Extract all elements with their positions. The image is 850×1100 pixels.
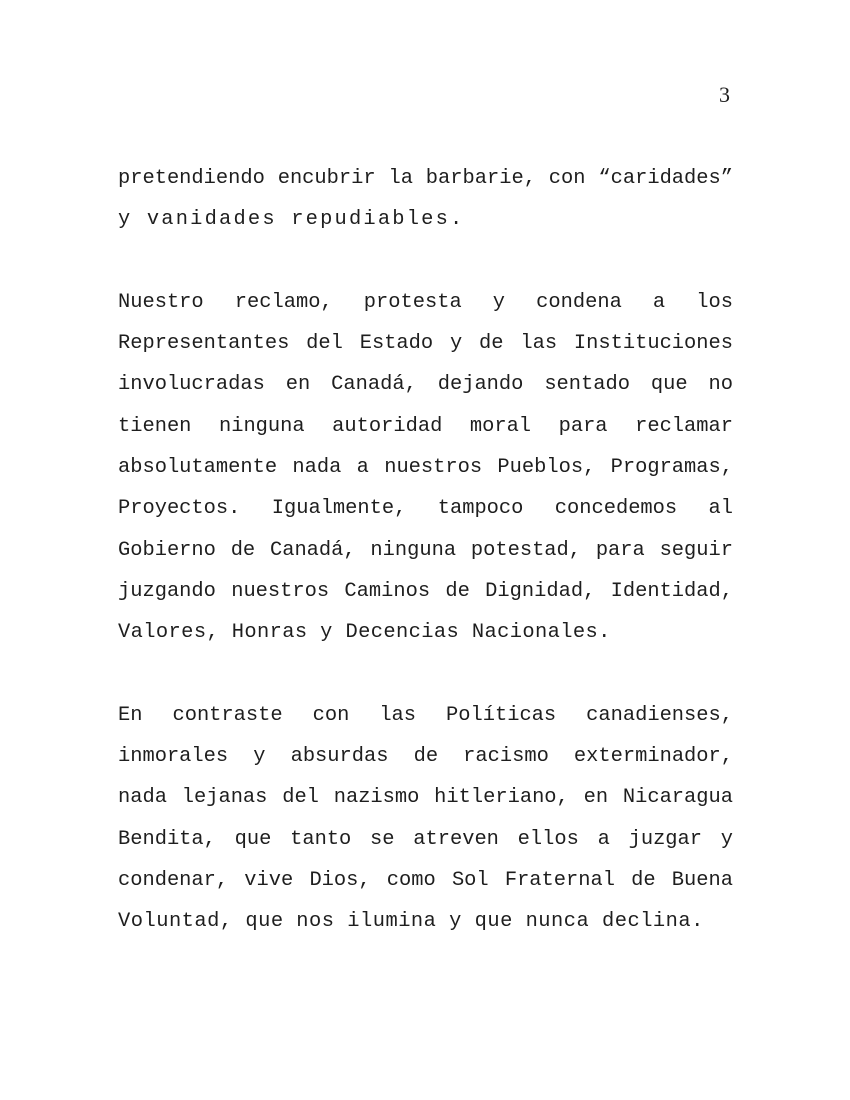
text-line: nada lejanas del nazismo hitleriano, en Nicaragua xyxy=(118,786,733,810)
text-line: En contraste con las Políticas canadienses, xyxy=(118,703,733,727)
paragraph xyxy=(118,695,733,943)
text-line: Valores, Honras y Decencias Nacionales. xyxy=(118,621,611,645)
text-line: Representantes del Estado y de las Instituciones xyxy=(118,332,733,356)
text-line: condenar, vive Dios, como Sol Fraternal de Buena xyxy=(118,869,733,893)
text-line: Voluntad, que nos ilumina y que nunca declina. xyxy=(118,910,704,934)
paragraph xyxy=(118,158,733,241)
text-line: pretendiendo encubrir la barbarie, con “caridades” xyxy=(118,167,733,190)
text-line: Nuestro reclamo, protesta y condena a los xyxy=(118,290,733,314)
text-line: Bendita, que tanto se atreven ellos a juzgar y xyxy=(118,827,733,851)
page-number: 3 xyxy=(719,82,730,107)
text-line: absolutamente nada a nuestros Pueblos, Programas, xyxy=(118,456,733,480)
text-line: juzgando nuestros Caminos de Dignidad, Identidad, xyxy=(118,579,733,603)
text-line: Proyectos. Igualmente, tampoco concedemos al xyxy=(118,497,733,521)
document-body xyxy=(118,158,733,984)
text-line: Gobierno de Canadá, ninguna potestad, para seguir xyxy=(118,538,733,562)
text-line: inmorales y absurdas de racismo exterminador, xyxy=(118,745,733,769)
paragraph xyxy=(118,282,733,654)
text-line: tienen ninguna autoridad moral para reclamar xyxy=(118,414,733,438)
text-line: involucradas en Canadá, dejando sentado que no xyxy=(118,373,733,397)
text-line: y vanidades repudiables. xyxy=(118,208,465,232)
